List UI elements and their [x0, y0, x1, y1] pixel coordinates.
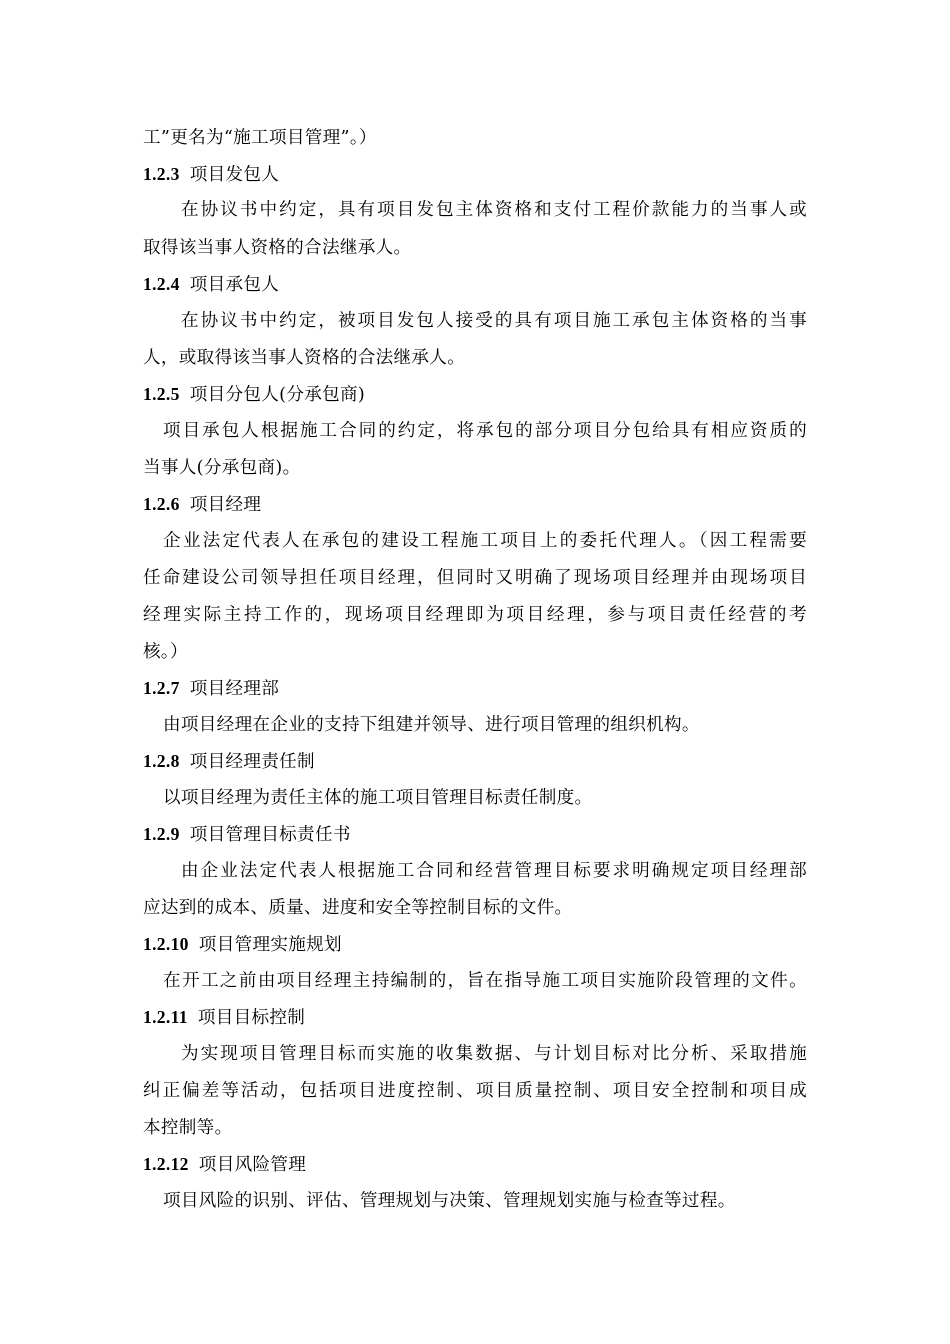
section-number: 1.2.4 [143, 274, 180, 294]
section-number: 1.2.7 [143, 678, 180, 698]
section-number: 1.2.5 [143, 384, 180, 404]
section-number: 1.2.8 [143, 751, 180, 771]
section-title: 项目分包人(分承包商) [189, 385, 366, 405]
paragraph-line: 由企业法定代表人根据施工合同和经营管理目标要求明确规定项目经理部 [181, 861, 807, 881]
paragraph-line: 在协议书中约定，具有项目发包主体资格和支付工程价款能力的当事人或 [181, 200, 807, 220]
paragraph-line: 项目风险的识别、评估、管理规划与决策、管理规划实施与检查等过程。 [163, 1191, 736, 1211]
section-heading-1-2-9 [143, 822, 807, 847]
paragraph-line: 任命建设公司领导担任项目经理，但同时又明确了现场项目经理并由现场项目 [143, 568, 807, 588]
section-number: 1.2.3 [143, 164, 180, 184]
section-heading-1-2-7 [143, 676, 807, 701]
section-title: 项目发包人 [189, 165, 280, 185]
section-heading-1-2-4 [143, 272, 807, 297]
paragraph-line: 项目承包人根据施工合同的约定，将承包的部分项目分包给具有相应资质的 [163, 421, 807, 441]
section-number: 1.2.10 [143, 934, 189, 954]
paragraph-line: 以项目经理为责任主体的施工项目管理目标责任制度。 [163, 788, 593, 808]
section-number: 1.2.6 [143, 494, 180, 514]
section-title: 项目风险管理 [198, 1155, 307, 1175]
paragraph-line: 应达到的成本、质量、进度和安全等控制目标的文件。 [143, 898, 573, 918]
paragraph-line: 当事人(分承包商)。 [143, 458, 301, 478]
section-title: 项目经理责任制 [189, 752, 315, 772]
paragraph-line: 由项目经理在企业的支持下组建并领导、进行项目管理的组织机构。 [163, 715, 700, 735]
section-title: 项目经理部 [189, 679, 280, 699]
section-title: 项目管理目标责任书 [189, 825, 351, 845]
paragraph-line: 经理实际主持工作的，现场项目经理即为项目经理，参与项目责任经营的考 [143, 605, 807, 625]
paragraph-line: 在协议书中约定，被项目发包人接受的具有项目施工承包主体资格的当事 [181, 311, 807, 331]
section-number: 1.2.12 [143, 1154, 189, 1174]
section-title: 项目目标控制 [197, 1008, 306, 1028]
paragraph-line: 工”更名为“施工项目管理”。） [143, 128, 377, 148]
paragraph-line: 核。） [143, 642, 188, 662]
section-title: 项目承包人 [189, 275, 280, 295]
section-heading-1-2-3 [143, 162, 807, 187]
paragraph-line: 取得该当事人资格的合法继承人。 [143, 238, 412, 258]
section-heading-1-2-8 [143, 749, 807, 774]
paragraph-line: 在开工之前由项目经理主持编制的，旨在指导施工项目实施阶段管理的文件。 [163, 971, 807, 991]
section-title: 项目管理实施规划 [198, 935, 342, 955]
section-number: 1.2.11 [143, 1007, 188, 1027]
paragraph-line: 企业法定代表人在承包的建设工程施工项目上的委托代理人。（因工程需要 [163, 531, 807, 551]
paragraph-line: 人，或取得该当事人资格的合法继承人。 [143, 348, 466, 368]
section-number: 1.2.9 [143, 824, 180, 844]
section-title: 项目经理 [189, 495, 262, 515]
paragraph-line: 为实现项目管理目标而实施的收集数据、与计划目标对比分析、采取措施 [181, 1044, 807, 1064]
section-heading-1-2-10 [143, 932, 807, 957]
section-heading-1-2-5 [143, 382, 807, 407]
section-heading-1-2-6 [143, 492, 807, 517]
section-heading-1-2-11 [143, 1005, 807, 1030]
section-heading-1-2-12 [143, 1152, 807, 1177]
paragraph-line: 本控制等。 [143, 1118, 233, 1138]
paragraph-line: 纠正偏差等活动，包括项目进度控制、项目质量控制、项目安全控制和项目成 [143, 1081, 807, 1101]
